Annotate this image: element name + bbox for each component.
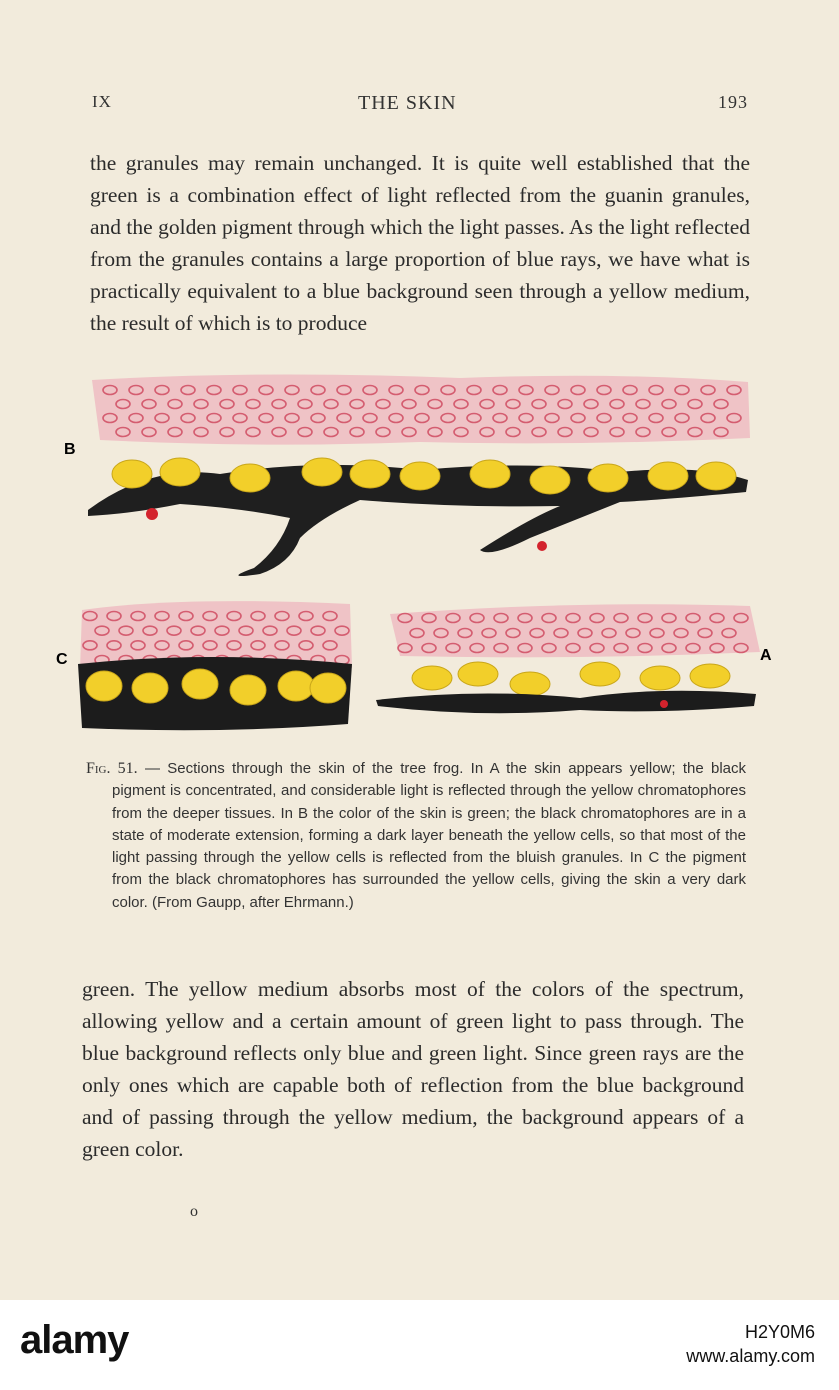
site-url: www.alamy.com	[686, 1346, 815, 1366]
skin-sections-illustration	[56, 368, 772, 748]
chapter-title: THE SKIN	[358, 92, 457, 114]
running-header	[0, 92, 839, 122]
label-c: C	[56, 651, 68, 668]
alamy-logo: alamy	[20, 1318, 129, 1362]
section-c	[78, 601, 352, 730]
section-b-epidermis	[92, 374, 750, 444]
label-b: B	[64, 441, 76, 458]
section-a	[376, 604, 760, 713]
page-number: 193	[718, 92, 748, 112]
figure-51	[56, 368, 772, 748]
figure-caption	[86, 758, 746, 914]
signature-mark: o	[190, 1203, 198, 1220]
stock-watermark-bar	[0, 1300, 839, 1390]
section-b-pigment-layer	[88, 458, 748, 576]
chapter-number: IX	[92, 92, 112, 111]
paragraph-top: the granules may remain unchanged. It is quite well established that the green is a combination effect of light reflected from the guanin granules, and the golden pigment through which the light passes. As the light reflected from the granules contains a large proportion of blue rays, we have what is practically equivalent to a blue background seen through a yellow medium, the result of which is to produce	[90, 151, 750, 335]
caption-text: — Sections through the skin of the tree frog. In A the skin appears yellow; the black pigment is concentrated, and considerable light is reflected through the yellow chromatophores from the deeper tissues. In B the color of the skin is green; the black chromatophores are in a state of moderate extension, forming a dark layer beneath the yellow cells, so that most of the light passing through the yellow cells is reflected from the bluish granules. In C the pigment from the black chromatophores has surrounded the yellow cells, giving the skin a very dark color. (From Gaupp, after Ehrmann.)	[112, 760, 747, 911]
stock-image-info	[686, 1320, 815, 1368]
image-id: H2Y0M6	[744, 1322, 815, 1342]
label-a: A	[760, 647, 772, 664]
figure-label: Fig. 51.	[86, 760, 138, 777]
paragraph-bottom: green. The yellow medium absorbs most of the colors of the spectrum, allowing yellow and a certain amount of green light to pass through. The blue background reflects only blue and green light. Since green rays are the only ones which are capable both of reflection from the blue background and of passing through the yellow medium, the background appears of a green color.	[82, 977, 744, 1161]
